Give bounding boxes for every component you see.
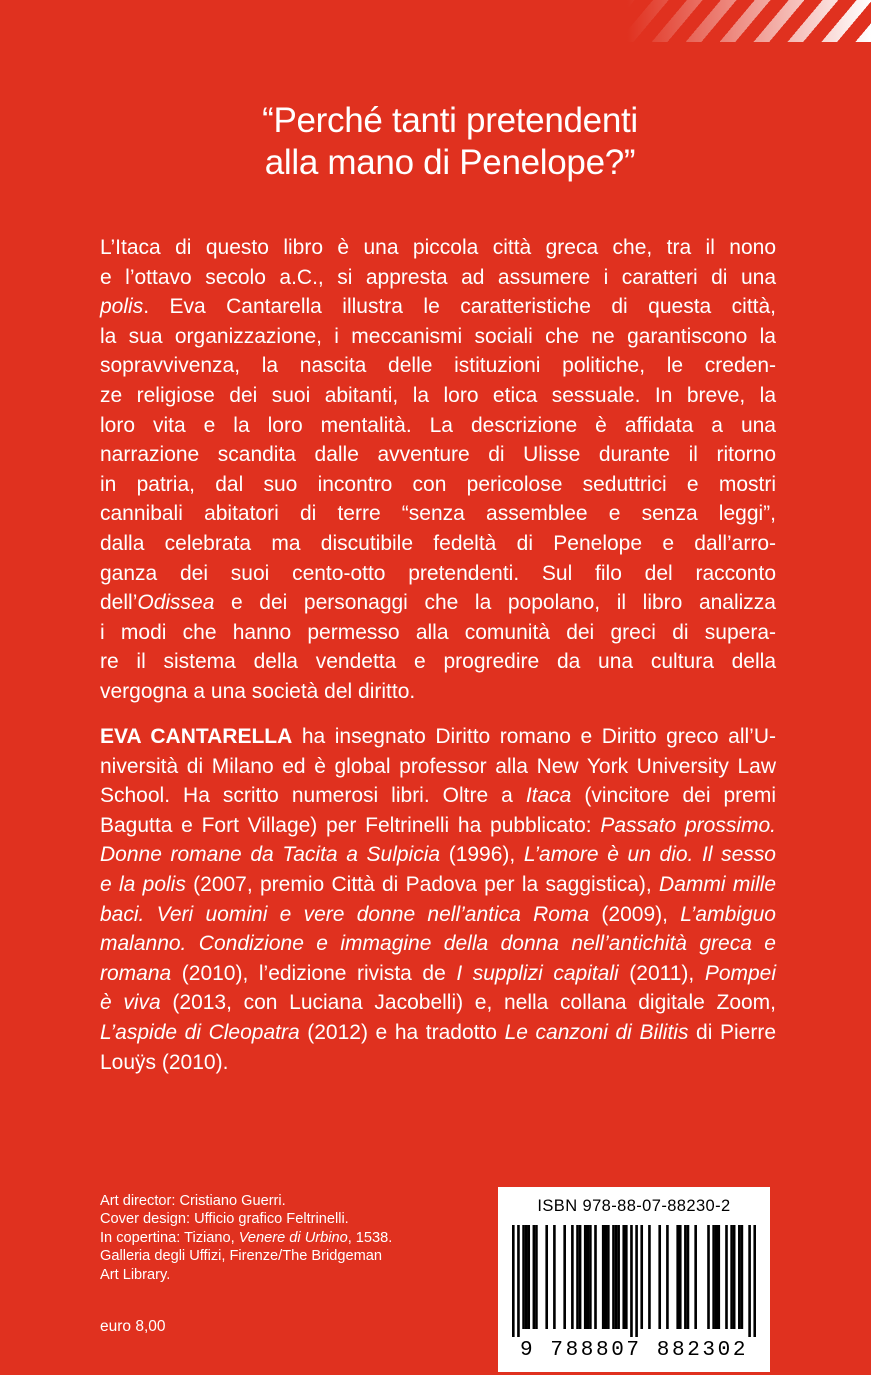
bio-line — [100, 752, 776, 782]
barcode-bar — [525, 1225, 528, 1329]
barcode-bar — [545, 1225, 548, 1329]
description-line — [100, 618, 776, 648]
italic-text: I supplizi capitali — [456, 961, 619, 985]
text-run: e dei personaggi che la popolano, il libro analizza — [214, 591, 776, 615]
italic-text: malanno. Condizione e immagine della donna nell’antichità greca e — [100, 932, 776, 956]
barcode-bar — [617, 1225, 620, 1329]
credit-line — [100, 1192, 480, 1210]
text-run: ze religiose dei suoi abitanti, la loro etica sessuale. In breve, la — [100, 383, 776, 407]
text-run: ganza dei suoi cento-otto pretendenti. Sul filo del racconto — [100, 561, 776, 585]
text-run: (2010), l’edizione rivista de — [171, 961, 457, 985]
text-run: di Pierre — [688, 1020, 776, 1044]
text-run: ha insegnato Diritto romano e Diritto greco all’U- — [292, 725, 776, 748]
bio-line — [100, 722, 776, 752]
text-run: (2012) e ha tradotto — [299, 1020, 505, 1044]
bio-line — [100, 900, 776, 930]
italic-text: è viva — [100, 991, 161, 1015]
italic-text: L’ambiguo — [680, 902, 776, 926]
barcode-bar — [535, 1225, 538, 1329]
barcode-bar — [527, 1225, 530, 1329]
description-line — [100, 292, 776, 322]
barcode-bar — [576, 1225, 579, 1329]
barcode-bar — [602, 1225, 605, 1329]
bio-line — [100, 870, 776, 900]
text-run: (vincitore dei premi — [571, 784, 777, 808]
stripe-band-fade — [0, 0, 871, 42]
bio-line — [100, 781, 776, 811]
description-line — [100, 233, 776, 263]
text-run: , 1538. — [347, 1229, 393, 1246]
barcode-bar — [594, 1225, 597, 1329]
text-run: dalla celebrata ma discutibile fedeltà di Penelope e dall’arro- — [100, 531, 776, 555]
description-line — [100, 322, 776, 352]
barcode-bar — [607, 1225, 610, 1329]
text-run: (2007, premio Città di Padova per la saggistica), — [185, 872, 660, 896]
barcode-digits: 9 788807 882302 — [519, 1339, 749, 1362]
price-label: euro 8,00 — [100, 1318, 166, 1335]
bio-line — [100, 811, 776, 841]
barcode-bar — [563, 1225, 566, 1329]
text-run: (2011), — [618, 961, 705, 985]
text-run: niversità di Milano ed è global professor alla New York University Law — [100, 754, 776, 778]
barcode-bar — [517, 1225, 520, 1337]
text-run: (1996), — [440, 843, 524, 867]
credit-line — [100, 1229, 480, 1247]
italic-text: Le canzoni di Bilitis — [504, 1020, 689, 1044]
description-line — [100, 529, 776, 559]
barcode-bars — [512, 1225, 756, 1337]
bio-line — [100, 1048, 776, 1078]
barcode-bar — [679, 1225, 682, 1329]
italic-text: L’amore è un dio. Il sesso — [523, 843, 776, 867]
description-line — [100, 647, 776, 677]
barcode-bar — [579, 1225, 582, 1329]
description-line — [100, 351, 776, 381]
text-run: dell’ — [100, 591, 138, 615]
text-run: re il sistema della vendetta e progredire da una cultura della — [100, 650, 776, 674]
description-line — [100, 677, 776, 707]
barcode-bar — [625, 1225, 628, 1329]
barcode-bar — [733, 1225, 736, 1329]
barcode-bar — [738, 1225, 741, 1329]
barcode-bar — [753, 1225, 756, 1337]
barcode-bar — [533, 1225, 536, 1329]
barcode-bar — [512, 1225, 515, 1337]
italic-text: Donne romane da Tacita a Sulpicia — [100, 843, 441, 867]
italic-text: baci. Veri uomini e vere donne nell’antica Roma — [100, 902, 590, 926]
barcode-bar — [715, 1225, 718, 1329]
description-line — [100, 499, 776, 529]
barcode-bar — [712, 1225, 715, 1329]
bio-line — [100, 988, 776, 1018]
barcode-bar — [622, 1225, 625, 1329]
text-run: vergogna a una società del diritto. — [100, 679, 416, 703]
author-biography — [100, 722, 776, 1077]
italic-text: Itaca — [525, 784, 572, 808]
barcode-bar — [640, 1225, 643, 1329]
barcode-bar — [589, 1225, 592, 1329]
pull-quote-line-2: alla mano di Penelope?” — [264, 143, 636, 182]
text-run: Galleria degli Uffizi, Firenze/The Bridgeman — [100, 1248, 382, 1265]
isbn-number: ISBN 978-88-07-88230-2 — [537, 1197, 731, 1215]
cover-credits — [100, 1192, 480, 1284]
barcode-bar — [630, 1225, 633, 1337]
barcode-bar — [725, 1225, 728, 1329]
text-run: Art director: Cristiano Guerri. — [100, 1193, 286, 1209]
barcode-bar — [741, 1225, 744, 1329]
italic-text: Venere di Urbino — [238, 1229, 348, 1246]
barcode-bar — [687, 1225, 690, 1329]
description-line — [100, 470, 776, 500]
text-run: narrazione scandita dalle avventure di Ulisse durante il ritorno — [100, 443, 776, 467]
barcode-bar — [553, 1225, 556, 1329]
barcode-bar — [586, 1225, 589, 1329]
italic-text: Passato prossimo. — [600, 813, 776, 837]
description-line — [100, 263, 776, 293]
credit-line — [100, 1210, 480, 1228]
bio-line — [100, 840, 776, 870]
barcode-bar — [694, 1225, 697, 1329]
credit-line — [100, 1266, 480, 1284]
barcode-bar — [748, 1225, 751, 1337]
barcode-bar — [717, 1225, 720, 1329]
text-run: loro vita e la loro mentalità. La descrizione è affidata a una — [100, 413, 776, 437]
description-line — [100, 411, 776, 441]
text-run: . Eva Cantarella illustra le caratteristiche di questa città, — [143, 295, 776, 319]
pull-quote-line-1: “Perché tanti pretendenti — [262, 101, 638, 140]
text-run: la sua organizzazione, i meccanismi sociali che ne garantiscono la — [100, 324, 776, 348]
description-line — [100, 559, 776, 589]
barcode-bar — [522, 1225, 525, 1329]
text-run: School. Ha scritto numerosi libri. Oltre a — [100, 784, 526, 808]
barcode-bar — [707, 1225, 710, 1329]
text-run: L’Itaca di questo libro è una piccola città greca che, tra il nono — [100, 236, 776, 259]
barcode-bar — [615, 1225, 618, 1329]
bio-line — [100, 959, 776, 989]
italic-text: polis — [100, 295, 144, 319]
book-description — [100, 233, 776, 707]
isbn-barcode — [498, 1187, 770, 1372]
barcode-bar — [730, 1225, 733, 1329]
description-line — [100, 440, 776, 470]
italic-text: Dammi mille — [659, 872, 777, 896]
bold-text: EVA CANTARELLA — [100, 725, 293, 748]
pull-quote — [170, 100, 730, 184]
credit-line — [100, 1247, 480, 1265]
text-run: in patria, dal suo incontro con pericolose seduttrici e mostri — [100, 472, 776, 496]
text-run: e l’ottavo secolo a.C., si appresta ad assumere i caratteri di una — [100, 265, 776, 289]
bio-line — [100, 929, 776, 959]
text-run: (2013, con Luciana Jacobelli) e, nella collana digitale Zoom, — [160, 991, 776, 1015]
text-run: cannibali abitatori di terre “senza assemblee e senza leggi”, — [100, 502, 776, 526]
barcode-bar — [635, 1225, 638, 1337]
barcode-bar — [684, 1225, 687, 1329]
description-line — [100, 381, 776, 411]
italic-text: e la polis — [100, 872, 186, 896]
barcode-bar — [648, 1225, 651, 1329]
text-run: i modi che hanno permesso alla comunità dei greci di supera- — [100, 620, 776, 644]
text-run: (2009), — [589, 902, 681, 926]
barcode-bar — [666, 1225, 669, 1329]
text-run: In copertina: Tiziano, — [100, 1229, 239, 1246]
barcode-bar — [604, 1225, 607, 1329]
description-line — [100, 588, 776, 618]
text-run: Bagutta e Fort Village) per Feltrinelli ha pubblicato: — [100, 813, 601, 837]
text-run: Louÿs (2010). — [100, 1050, 229, 1074]
barcode-bar — [584, 1225, 587, 1329]
text-run: Cover design: Ufficio grafico Feltrinelli. — [100, 1211, 349, 1228]
barcode-bar — [658, 1225, 661, 1329]
italic-text: romana — [100, 961, 172, 985]
bio-line — [100, 1018, 776, 1048]
italic-text: L’aspide di Cleopatra — [100, 1020, 300, 1044]
text-run: Art Library. — [100, 1266, 171, 1283]
italic-text: Pompei — [704, 961, 777, 985]
barcode-bar — [612, 1225, 615, 1329]
text-run: sopravvivenza, la nascita delle istituzioni politiche, le creden- — [100, 354, 776, 378]
italic-text: Odissea — [137, 591, 215, 615]
barcode-bar — [676, 1225, 679, 1329]
barcode-bar — [571, 1225, 574, 1329]
